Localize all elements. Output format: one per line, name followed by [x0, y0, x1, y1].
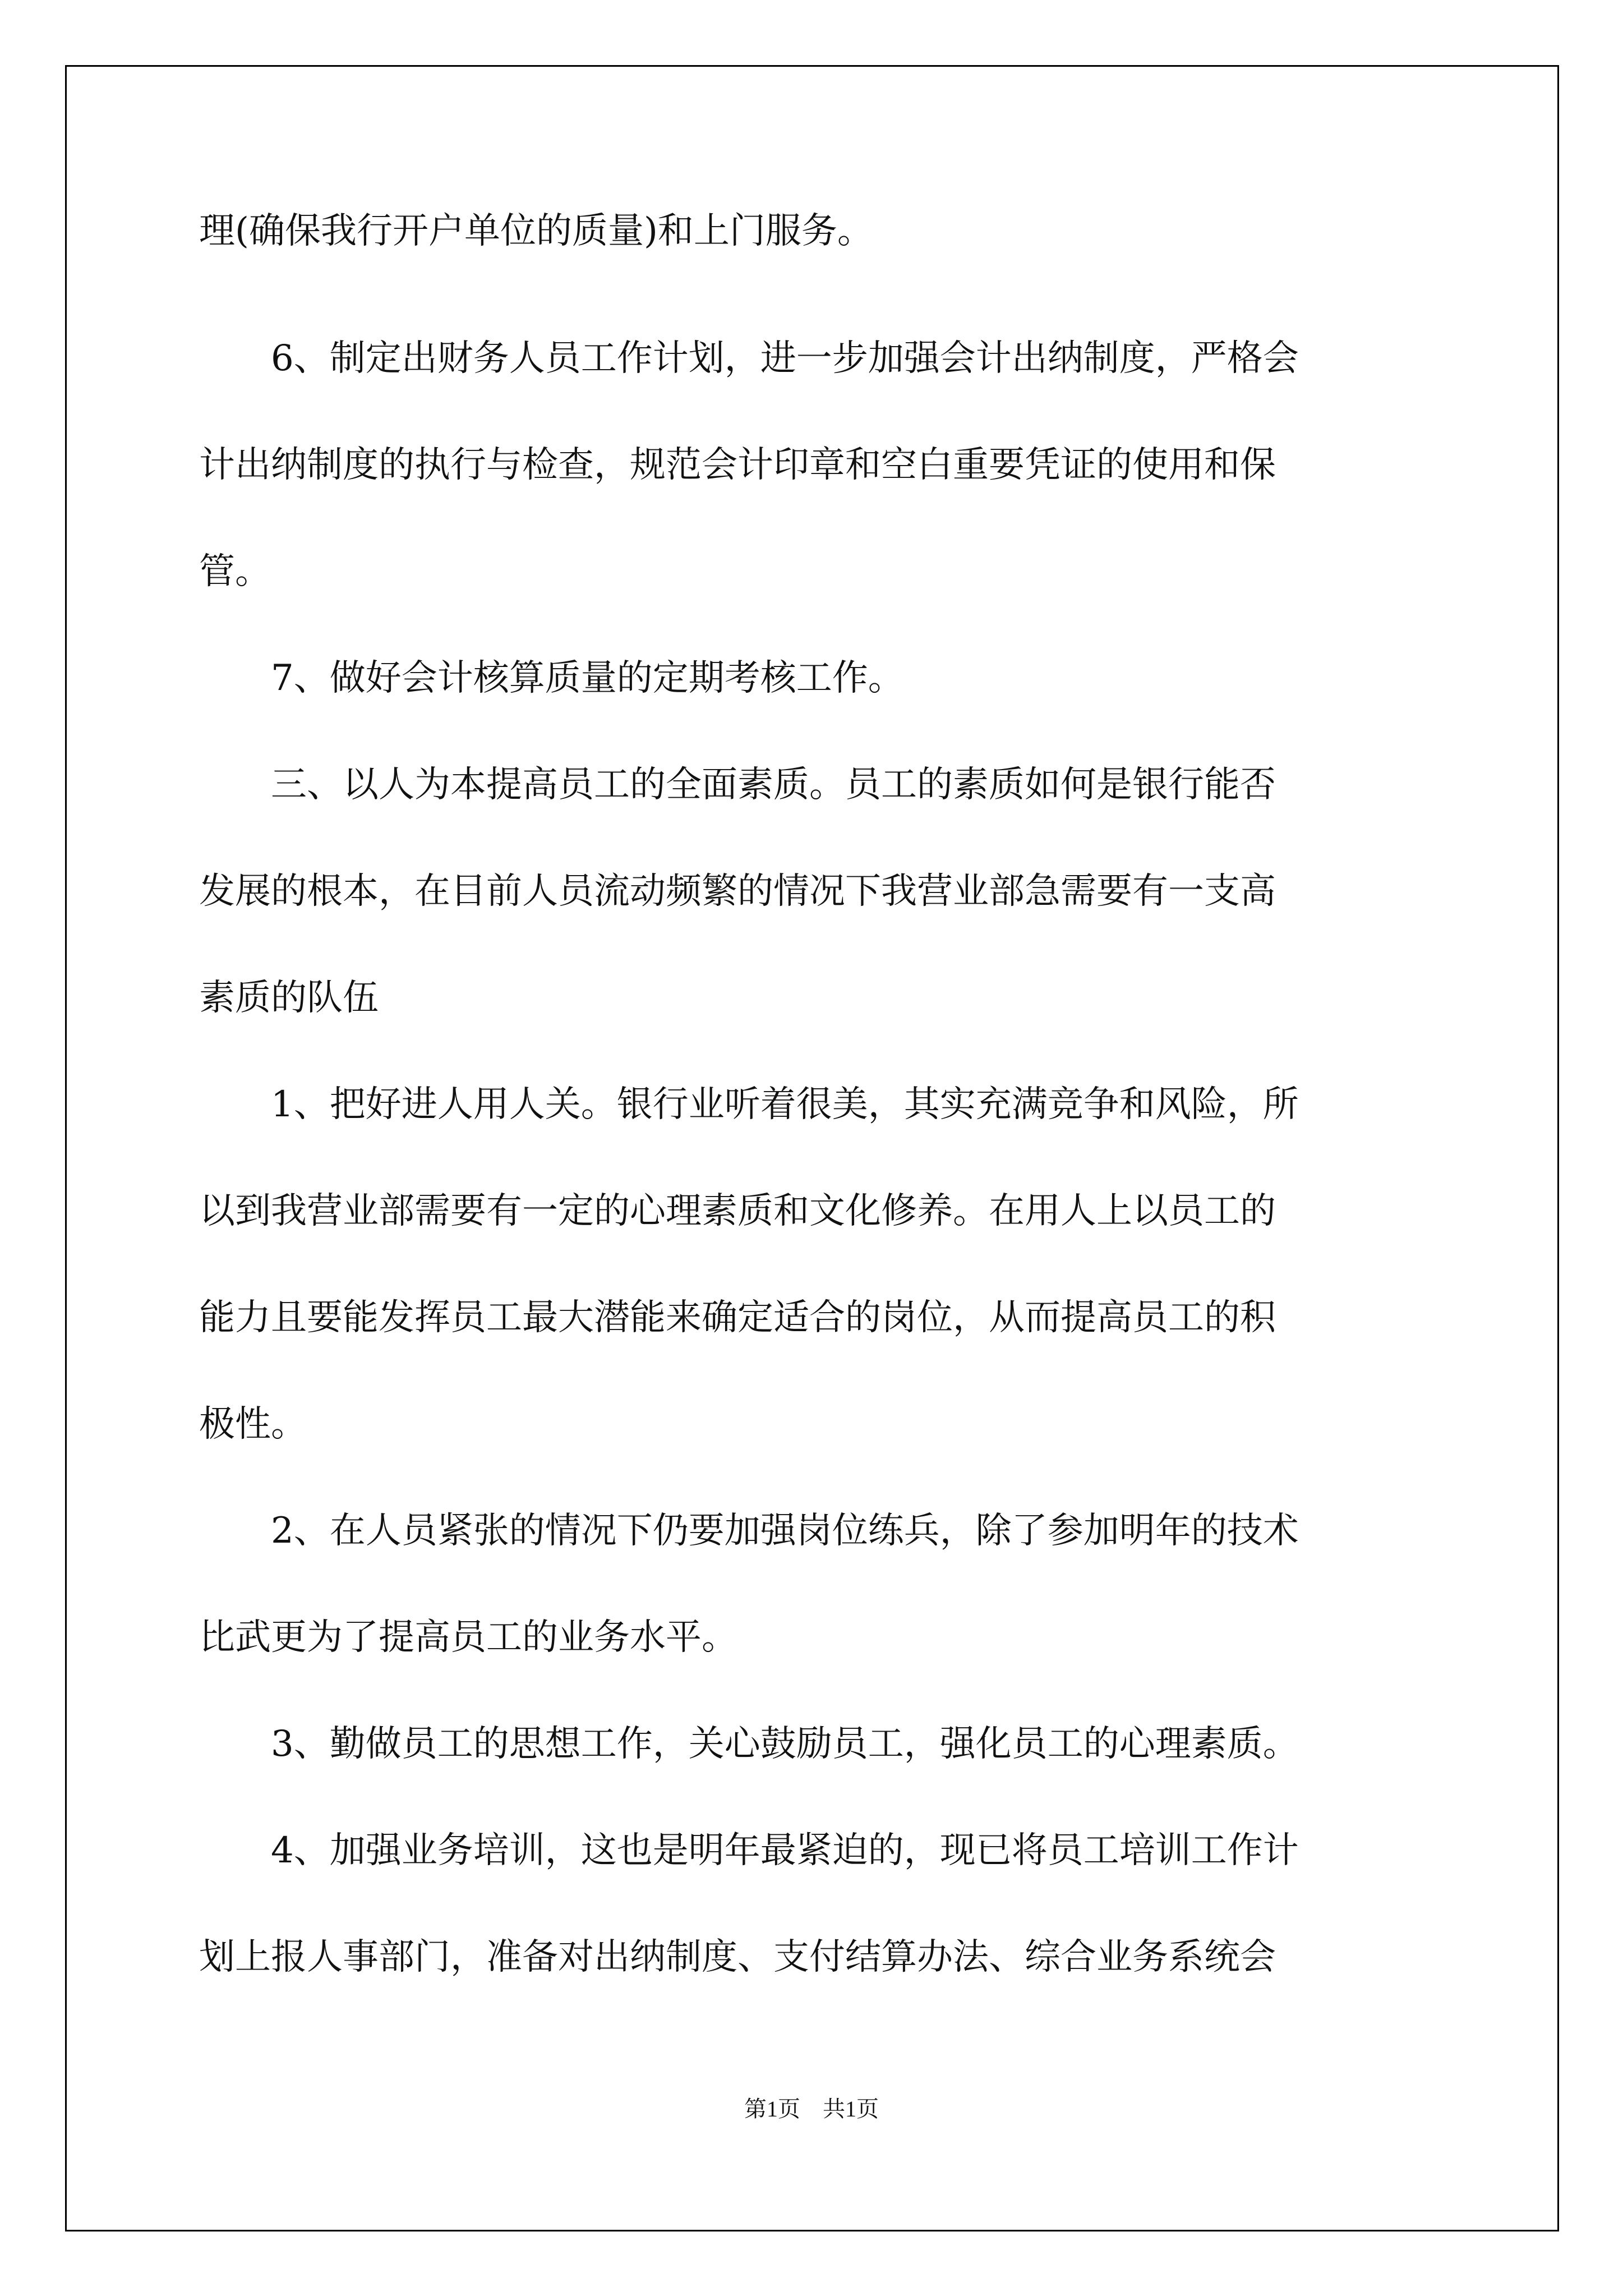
text-line: 比武更为了提高员工的业务水平。: [199, 1617, 737, 1658]
text-line: 三、以人为本提高员工的全面素质。员工的素质如何是银行能否: [199, 764, 1276, 806]
text-line: 1、把好进人用人关。银行业听着很美，其实充满竞争和风险，所: [199, 1084, 1299, 1125]
page-footer: 第1页 共1页: [744, 2096, 879, 2122]
text-line: 理(确保我行开户单位的质量)和上门服务。: [199, 210, 873, 252]
text-line: 6、制定出财务人员工作计划，进一步加强会计出纳制度，严格会: [199, 338, 1299, 379]
text-line: 发展的根本，在目前人员流动频繁的情况下我营业部急需要有一支高: [199, 871, 1276, 912]
text-line: 以到我营业部需要有一定的心理素质和文化修养。在用人上以员工的: [199, 1190, 1276, 1232]
text-line: 能力且要能发挥员工最大潜能来确定适合的岗位，从而提高员工的积: [199, 1297, 1276, 1338]
text-line: 管。: [199, 551, 271, 592]
text-line: 计出纳制度的执行与检查，规范会计印章和空白重要凭证的使用和保: [199, 444, 1276, 486]
page-border: [65, 65, 1559, 2231]
text-line: 划上报人事部门，准备对出纳制度、支付结算办法、综合业务系统会: [199, 1936, 1276, 1978]
text-line: 4、加强业务培训，这也是明年最紧迫的，现已将员工培训工作计: [199, 1830, 1299, 1871]
text-line: 极性。: [199, 1404, 307, 1445]
text-line: 7、做好会计核算质量的定期考核工作。: [199, 657, 904, 699]
text-line: 素质的队伍: [199, 977, 379, 1019]
text-line: 3、勤做员工的思想工作，关心鼓励员工，强化员工的心理素质。: [199, 1723, 1299, 1765]
text-line: 2、在人员紧张的情况下仍要加强岗位练兵，除了参加明年的技术: [199, 1510, 1299, 1552]
